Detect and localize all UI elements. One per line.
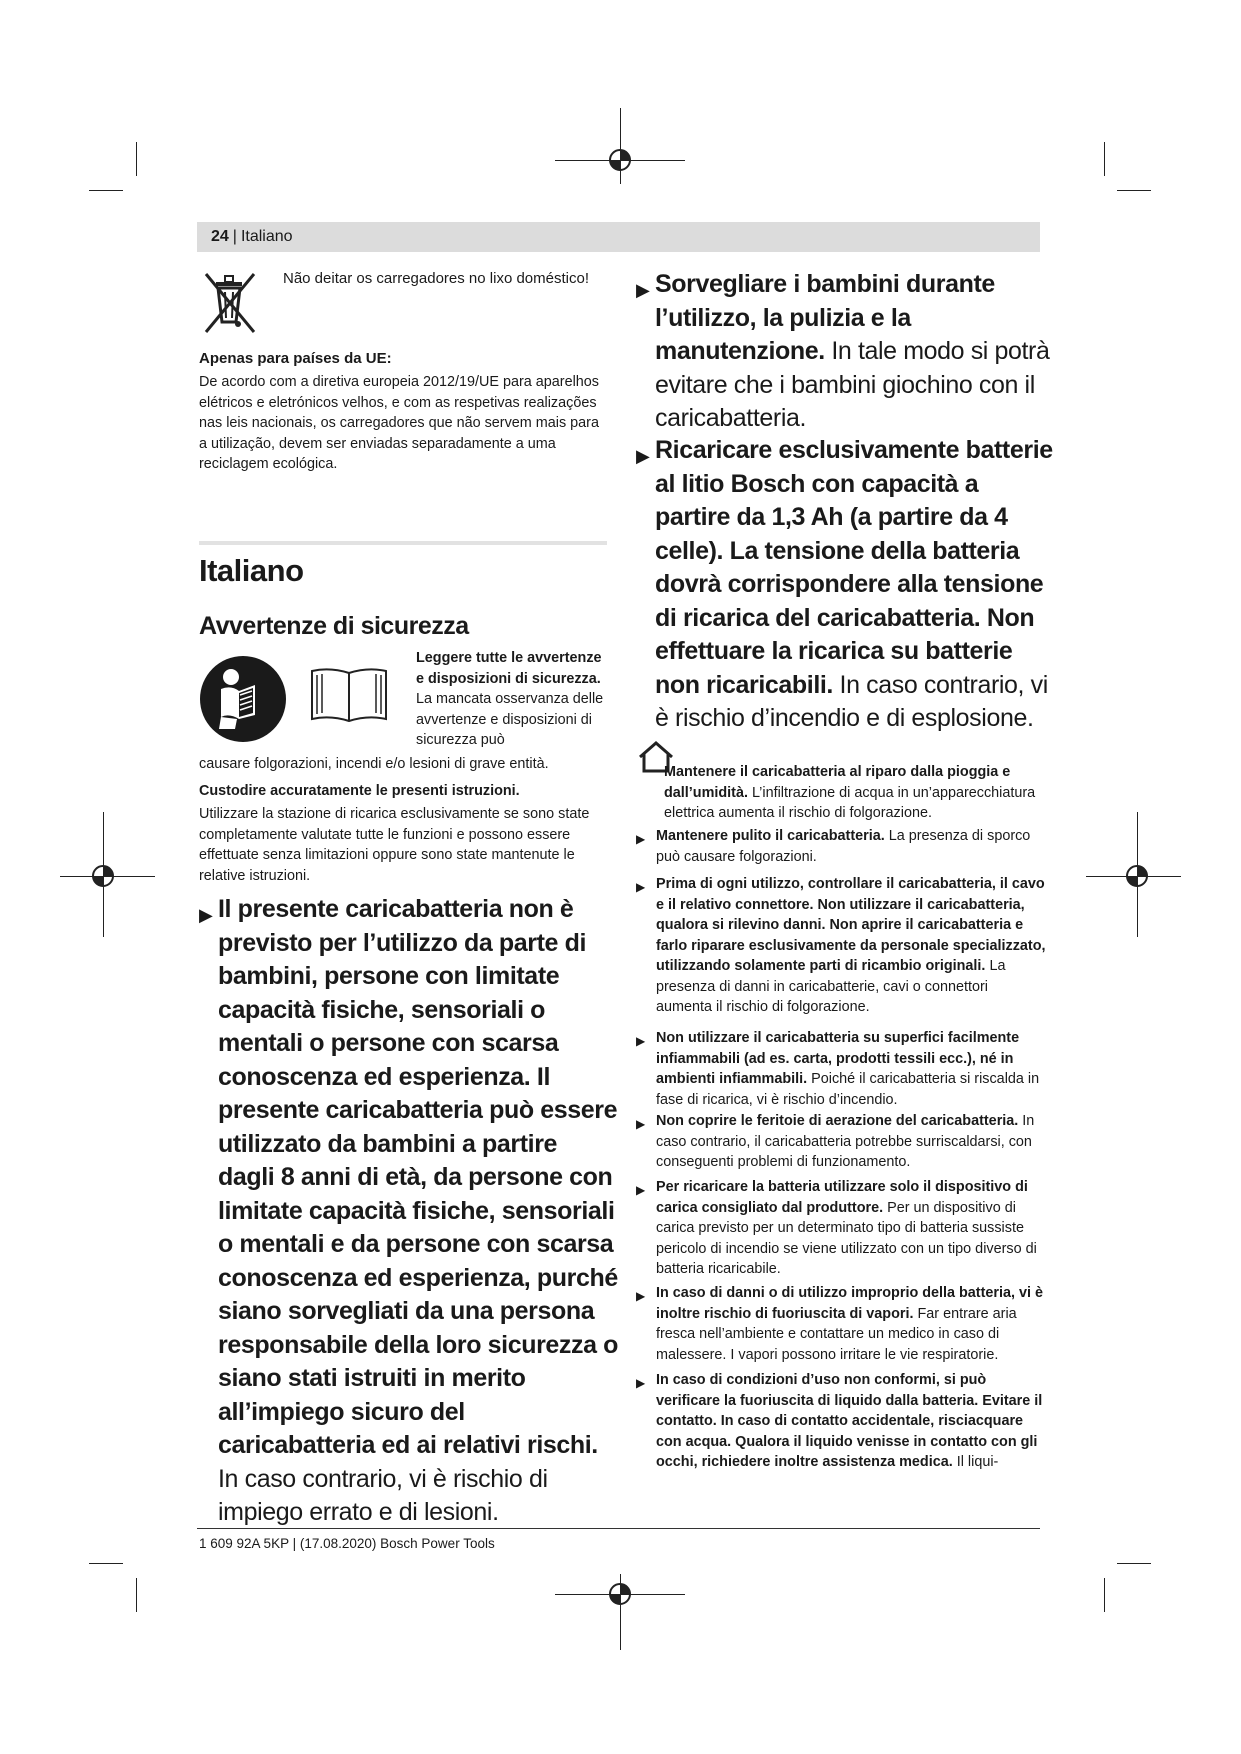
- read-warning-cont: causare folgorazioni, incendi e/o lesioni di grave entità.: [199, 756, 549, 772]
- crop-mark: [136, 1578, 137, 1612]
- crop-mark: [1104, 1578, 1105, 1612]
- custodire-body: Utilizzare la stazione di ricarica esclusivamente se sono state completamente valutate tutte le funzioni e possono essere effettuate senza limitazioni oppure sono state mantenute le relative istruzioni.: [199, 806, 590, 884]
- list-item-normal: In caso contrario, il caricabatteria potrebbe surriscaldarsi, con conseguenti problemi di funzionamento.: [656, 1113, 1035, 1170]
- footer-text: 1 609 92A 5KP | (17.08.2020) Bosch Power Tools: [199, 1536, 495, 1551]
- list-item-normal: Poiché il caricabatteria si riscalda in fase di ricarica, vi è rischio d’incendio.: [656, 1071, 1040, 1108]
- registration-target-icon: [1125, 864, 1149, 888]
- section-title: Italiano: [199, 553, 304, 588]
- header-separator: |: [232, 228, 237, 245]
- read-warning: [416, 648, 608, 751]
- bullet-arrow-icon: ▶: [636, 446, 650, 466]
- bullet-arrow-icon: ▶: [636, 1376, 646, 1390]
- registration-target-icon: [608, 148, 632, 172]
- crop-mark: [89, 1563, 123, 1564]
- page-number: 24: [211, 228, 229, 245]
- section-divider: [199, 541, 607, 545]
- list-item: [636, 1111, 1046, 1173]
- rain-warning: [636, 762, 1048, 824]
- bullet-arrow-icon: ▶: [636, 880, 646, 894]
- list-item-normal: La presenza di danni in caricabatterie, cavi o connettori aumenta il rischio di folgorazione.: [656, 958, 1006, 1015]
- bullet-arrow-icon: ▶: [636, 832, 646, 846]
- registration-target-icon: [91, 864, 115, 888]
- children-warning-normal: In caso contrario, vi è rischio di impiego errato e di lesioni.: [218, 1464, 548, 1526]
- list-item: [636, 1283, 1046, 1365]
- lithium-normal: In caso contrario, vi è rischio d’incendio e di esplosione.: [655, 670, 1048, 732]
- custodire-heading: Custodire accuratamente le presenti istruzioni.: [199, 783, 520, 799]
- list-item-bold: Mantenere pulito il caricabatteria.: [656, 828, 885, 844]
- read-manual-icon: [199, 655, 287, 743]
- list-item-bold: Non utilizzare il caricabatteria su superfici facilmente infiammabili (ad es. carta, prodotti tessili ecc.), né in ambienti infiammabili.: [656, 1030, 1020, 1087]
- registration-mark-top: [620, 108, 621, 184]
- header-language: Italiano: [240, 228, 293, 245]
- bullet-arrow-icon: ▶: [636, 280, 650, 300]
- list-item-normal: Per un dispositivo di carica previsto per un determinato tipo di batteria sussiste pericolo di incendio se viene utilizzato con un tipo diverso di batteria ricaricabile.: [656, 1199, 1037, 1277]
- list-item-bold: Prima di ogni utilizzo, controllare il caricabatteria, il cavo e il relativo connettore. Non utilizzare il caricabatteria, qualora si rilevino danni. Non aprire il caricabatteria e farlo riparare esclusivamente da personale specializzato, utilizzando solamente parti di ricambio originali.: [656, 876, 1046, 974]
- disposal-note: Não deitar os carregadores no lixo doméstico!: [283, 270, 589, 287]
- crop-mark: [1117, 190, 1151, 191]
- crossed-bin-icon: [200, 270, 260, 334]
- supervise-bold: Sorvegliare i bambini durante l’utilizzo, la pulizia e la manutenzione.: [655, 270, 995, 365]
- rain-warning-bold: Mantenere il caricabatteria al riparo dalla pioggia e dall’umidità.: [664, 764, 1011, 801]
- read-warning-normal: La mancata osservanza delle avvertenze e disposizioni di sicurezza può: [416, 691, 604, 748]
- rain-warning-normal: L’infiltrazione di acqua in un’apparecchiatura elettrica aumenta il rischio di folgorazione.: [664, 784, 1036, 821]
- list-item: [636, 874, 1046, 1018]
- list-item-bold: Non coprire le feritoie di aerazione del caricabatteria.: [656, 1113, 1019, 1129]
- children-warning: [199, 893, 619, 1530]
- list-item: [636, 826, 1046, 867]
- lithium-bold: Ricaricare esclusivamente batterie al litio Bosch con capacità a partire da 1,3 Ah (a partire da 4 celle). La tensione della batteria dovrà corrispondere alla tensione di ricarica del caricabatteria. Non effettuare la ricarica su batterie non ricaricabili.: [655, 436, 1053, 699]
- supervise-normal: In tale modo si potrà evitare che i bambini giochino con il caricabatteria.: [655, 337, 1050, 432]
- bullet-arrow-icon: ▶: [636, 1034, 646, 1048]
- bullet-arrow-icon: ▶: [636, 1183, 646, 1197]
- list-item: [636, 1177, 1046, 1280]
- lithium-battery-warning: [636, 434, 1056, 736]
- list-item-normal: Il liqui-: [956, 1454, 999, 1470]
- list-item-bold: In caso di condizioni d’uso non conformi, si può verificare la fuoriuscita di liquido dalla batteria. Evitare il contatto. In caso di contatto accidentale, risciacquare con acqua. Qualora il liquido venisse in contatto con gli occhi, richiedere inoltre assistenza medica.: [656, 1372, 1043, 1470]
- list-item: [636, 1028, 1046, 1110]
- registration-target-icon: [608, 1582, 632, 1606]
- eu-body: De acordo com a diretiva europeia 2012/19/UE para aparelhos elétricos e eletrónicos velhos, e com as respetivas realizações nas leis nacionais, os carregadores que não servem mais para a utilização, devem ser enviadas separadamente a uma reciclagem ecológica.: [199, 374, 599, 472]
- read-warning-bold: Leggere tutte le avvertenze e disposizioni di sicurezza.: [416, 650, 602, 687]
- section-subtitle: Avvertenze di sicurezza: [199, 612, 469, 640]
- bullet-arrow-icon: ▶: [636, 1289, 646, 1303]
- children-warning-bold: Il presente caricabatteria non è previsto per l’utilizzo da parte di bambini, persone con limitate capacità fisiche, sensoriali o mentali o persone con scarsa conoscenza ed esperienza. Il presente caricabatteria può essere utilizzato da bambini a partire dagli 8 anni di età, da persone con limitate capacità fisiche, sensoriali o mentali e da persone con scarsa conoscenza ed esperienza, purché siano sorvegliati da una persona responsabile della loro sicurezza o siano stati istruiti in merito all’impiego sicuro del caricabatteria ed ai relativi rischi.: [218, 895, 619, 1459]
- footer-rule: [197, 1528, 1040, 1529]
- crop-mark: [89, 190, 123, 191]
- bullet-arrow-icon: ▶: [199, 905, 213, 925]
- crop-mark: [1104, 142, 1105, 176]
- eu-heading: Apenas para países da UE:: [199, 350, 392, 367]
- open-book-icon: [308, 663, 390, 727]
- list-item-normal: La presenza di sporco può causare folgorazioni.: [656, 828, 1031, 865]
- list-item-bold: In caso di danni o di utilizzo improprio della batteria, vi è inoltre rischio di fuoriuscita di vapori.: [656, 1285, 1044, 1322]
- crop-mark: [136, 142, 137, 176]
- crop-mark: [1117, 1563, 1151, 1564]
- supervise-children-warning: [636, 268, 1056, 436]
- bullet-arrow-icon: ▶: [636, 1117, 646, 1131]
- list-item-normal: Far entrare aria fresca nell’ambiente e contattare un medico in caso di malessere. I vapori possono irritare le vie respiratorie.: [656, 1305, 1017, 1363]
- list-item-bold: Per ricaricare la batteria utilizzare solo il dispositivo di carica consigliato dal produttore.: [656, 1179, 1028, 1216]
- page-header: [197, 222, 1040, 252]
- list-item: [636, 1370, 1046, 1473]
